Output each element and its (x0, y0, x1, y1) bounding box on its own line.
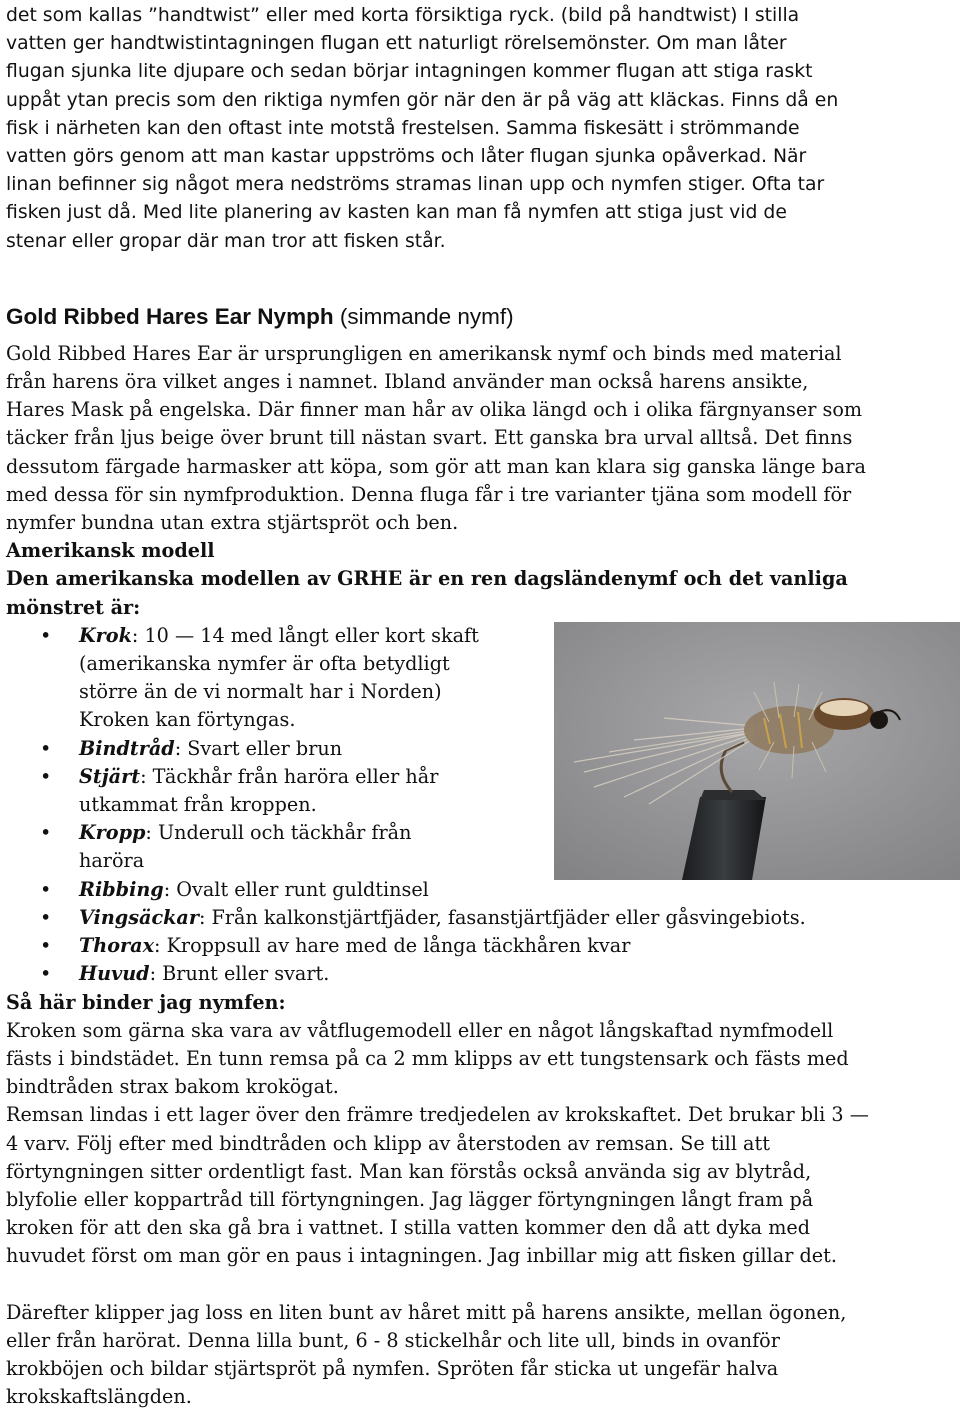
howto-paragraph-3 (6, 1299, 954, 1411)
spec-value: : Täckhår från haröra eller hår (140, 764, 439, 788)
spec-label: Stjärt (79, 764, 141, 788)
spec-item-thorax (6, 932, 946, 960)
bullet-icon: • (40, 877, 52, 901)
intro-paragraph (6, 2, 954, 256)
para-line: eller från harörat. Denna lilla bunt, 6 - 8 stickelhår och lite ull, binds in ovanför (6, 1328, 780, 1352)
para-line: täcker från ljus beige över brunt till nästan svart. Ett ganska bra urval alltså. Det finns (6, 426, 853, 450)
spec-label: Thorax (79, 934, 155, 958)
intro-line: fisk i närheten kan den oftast inte motstå frestelsen. Samma fiskesätt i strömmande (6, 117, 800, 139)
howto-paragraph-2 (6, 1101, 954, 1270)
spec-value: haröra (79, 849, 145, 873)
heading-subtitle: (simmande nymf) (339, 303, 514, 329)
intro-line: flugan sjunka lite djupare och sedan börjar intagningen kommer flugan att stiga raskt (6, 61, 813, 83)
bullet-icon: • (40, 623, 52, 647)
para-line: med dessa för sin nymfproduktion. Denna fluga får i tre varianter tjäna som modell för (6, 482, 852, 506)
howto-heading: Så här binder jag nymfen: (6, 990, 286, 1014)
para-line: från harens öra vilket anges i namnet. Ibland använder man också harens ansikte, (6, 370, 809, 394)
intro-line: uppåt ytan precis som den riktiga nymfen gör när den är på väg att kläckas. Finns då en (6, 89, 839, 111)
para-line: Därefter klipper jag loss en liten bunt av håret mitt på harens ansikte, mellan ögonen, (6, 1300, 847, 1324)
american-heading: Amerikansk modell (6, 539, 215, 563)
spec-item-ribbing (6, 876, 946, 904)
document-page (6, 0, 954, 1411)
american-lead-line: mönstret är: (6, 595, 141, 619)
para-line: dessutom färgade harmasker att köpa, som gör att man kan klara sig ganska länge bara (6, 454, 866, 478)
spec-label: Vingsäckar (79, 905, 199, 929)
para-line: kroken för att den ska gå bra i vattnet. I stilla vatten kommer den då att dyka med (6, 1216, 811, 1240)
intro-line: vatten ger handtwistintagningen flugan ett naturligt rörelsemönster. Om man låter (6, 33, 787, 55)
para-line: Kroken som gärna ska vara av våtflugemodell eller en något långskaftad nymfmodell (6, 1018, 834, 1042)
grhe-paragraph (6, 340, 954, 537)
para-line: nymfer bundna utan extra stjärtspröt och ben. (6, 511, 459, 535)
para-line: Gold Ribbed Hares Ear är ursprungligen en amerikansk nymf och binds med material (6, 341, 842, 365)
fly-photo (554, 622, 960, 880)
spec-value: större än de vi normalt har i Norden) (79, 680, 442, 704)
intro-line: fisken just då. Med lite planering av kasten kan man få nymfen att stiga just vid de (6, 202, 787, 224)
spec-label: Ribbing (79, 877, 164, 901)
spec-value: : Underull och täckhår från (145, 821, 412, 845)
bullet-icon: • (40, 821, 52, 845)
spec-item-huvud (6, 960, 946, 988)
para-line: 4 varv. Följ efter med bindtråden och klipp av återstoden av remsan. Se till att (6, 1131, 770, 1155)
intro-line: det som kallas ”handtwist” eller med korta försiktiga ryck. (bild på handtwist) I stilla (6, 5, 800, 26)
spec-value: : Ovalt eller runt guldtinsel (163, 877, 429, 901)
bullet-icon: • (40, 764, 52, 788)
spec-label: Kropp (79, 821, 146, 845)
bullet-icon: • (40, 962, 52, 986)
bullet-icon: • (40, 934, 52, 958)
spec-label: Krok (79, 623, 132, 647)
intro-line: stenar eller gropar där man tror att fisken står. (6, 230, 446, 252)
spec-value: : Från kalkonstjärtfjäder, fasanstjärtfjäder eller gåsvingebiots. (198, 905, 806, 929)
para-line: krokböjen och bildar stjärtspröt på nymfen. Spröten får sticka ut ungefär halva (6, 1356, 779, 1380)
para-line: förtyngningen sitter ordentligt fast. Man kan förstås också använda sig av blytråd, (6, 1159, 812, 1183)
spec-value: (amerikanska nymfer är ofta betydligt (79, 652, 450, 676)
bullet-icon: • (40, 736, 52, 760)
para-line: blyfolie eller koppartråd till förtyngningen. Jag lägger förtyngningen långt fram på (6, 1187, 814, 1211)
nymph-fly-icon (554, 622, 960, 880)
spec-label: Bindtråd (79, 736, 175, 760)
spec-value: : 10 — 14 med långt eller kort skaft (131, 623, 479, 647)
spec-label: Huvud (79, 962, 150, 986)
spec-value: : Kroppsull av hare med de långa täckhåren kvar (154, 934, 631, 958)
spec-item-vingsackar (6, 904, 946, 932)
spec-value: : Brunt eller svart. (149, 962, 330, 986)
specs-section (6, 622, 954, 989)
howto-paragraph-1 (6, 1017, 954, 1102)
american-lead-line: Den amerikanska modellen av GRHE är en ren dagsländenymf och det vanliga (6, 567, 848, 591)
para-line: Hares Mask på engelska. Där finner man hår av olika längd och i olika färgnyanser som (6, 398, 863, 422)
intro-line: vatten görs genom att man kastar uppströms och låter flugan sjunka opåverkad. När (6, 146, 807, 168)
bullet-icon: • (40, 905, 52, 929)
para-line: fästs i bindstädet. En tunn remsa på ca 2 mm klipps av ett tungstensark och fästs med (6, 1046, 849, 1070)
para-line: bindtråden strax bakom krokögat. (6, 1075, 339, 1099)
spec-value: : Svart eller brun (174, 736, 343, 760)
heading-title: Gold Ribbed Hares Ear Nymph (6, 303, 334, 329)
spec-value: utkammat från kroppen. (79, 793, 317, 817)
para-line: Remsan lindas i ett lager över den främre tredjedelen av krokskaftet. Det brukar bli 3 — (6, 1103, 869, 1127)
para-line: huvudet först om man gör en paus i intagningen. Jag inbillar mig att fisken gillar det. (6, 1244, 837, 1268)
paragraph-spacer (6, 1271, 954, 1299)
para-line: krokskaftslängden. (6, 1385, 192, 1409)
spec-value: Kroken kan förtyngas. (79, 708, 296, 732)
section-heading (6, 302, 954, 332)
intro-line: linan befinner sig något mera nedströms stramas linan upp och nymfen stiger. Ofta tar (6, 174, 825, 196)
